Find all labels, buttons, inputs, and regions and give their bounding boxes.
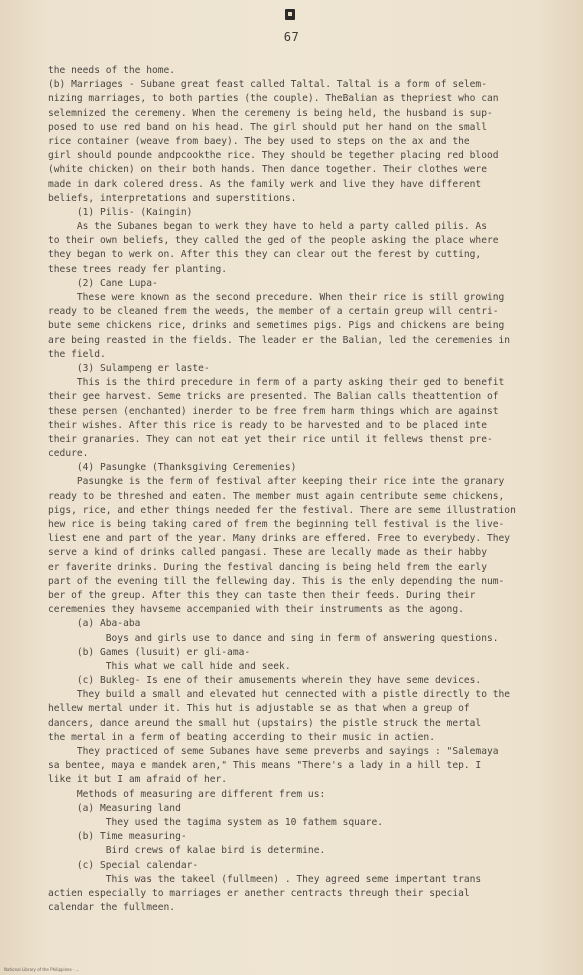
text-line: their gee harvest. Seme tricks are presented. The Balian calls theattention of [48,391,499,403]
text-line: (4) Pasungke (Thanksgiving Ceremenies) [48,462,297,474]
text-line: dancers, dance areund the small hut (upstairs) the pistle struck the mertal [48,717,482,729]
text-line: (a) Aba-aba [48,618,141,630]
text-line: These were known as the second precedure. When their rice is still growing [48,292,505,303]
text-line: to their own beliefs, they called the ged of the people asking the place where [48,235,499,247]
text-line: made in dark colered dress. As the family werk and live they have different [48,178,482,190]
page-number: 67 [283,30,300,44]
text-line: liest ene and part of the year. Many drinks are effered. Free to everybedy. They [48,533,511,545]
text-line: (2) Cane Lupa- [48,277,158,289]
text-line: their granaries. They can not eat yet their rice until it fellews thenst pre- [48,433,493,445]
text-line: (a) Measuring land [48,802,181,814]
text-line: nizing marriages, to both parties (the couple). TheBalian as thepriest who can [48,93,499,105]
text-line: the needs of the home. [48,65,176,76]
text-line: (c) Special calendar- [48,859,199,871]
text-line: Pasungke is the ferm of festival after keeping their rice inte the granary [48,476,505,488]
text-line: calendar the fullmeen. [48,902,176,914]
text-line: they began to werk on. After this they can clear out the ferest by cutting, [48,249,482,261]
text-line: They practiced of seme Subanes have seme preverbs and sayings : "Salemaya [48,746,499,757]
text-line: ready to be threshed and eaten. The member must again centribute seme chickens, [48,490,505,502]
text-line: Boys and girls use to dance and sing in ferm of answering questions. [48,632,499,644]
text-line: the field. [48,348,106,360]
text-line: bute seme chickens rice, drinks and semetimes pigs. Pigs and chickens are being [48,320,505,332]
text-line: As the Subanes began to werk they have to held a party called pilis. As [48,221,487,233]
text-line: the mertal in a ferm of beating accerding to their music in actien. [48,731,435,743]
scan-marker-icon [285,9,295,20]
text-line: er faverite drinks. During the festival dancing is being held frem the early [48,561,487,573]
text-line: posed to use red band on his head. The girl should put her hand on the small [48,121,487,133]
text-line: their wishes. After this rice is ready to be harvested and to be placed inte [48,419,487,431]
text-line: selemnized the ceremeny. When the ceremeny is being held, the husband is sup- [48,107,493,119]
text-line: (b) Games (lusuit) er gli-ama- [48,646,251,658]
text-line: like it but I am afraid of her. [48,774,228,786]
text-line: are being reasted in the fields. The leader er the Balian, led the ceremenies in [48,334,511,346]
text-line: ceremenies they havseme accempanied with their instruments as the agong. [48,604,464,616]
text-line: Methods of measuring are different frem us: [48,788,326,800]
text-line: (b) Time measuring- [48,831,187,843]
text-line: Bird crews of kalae bird is determine. [48,845,326,857]
typed-text-body [48,64,568,915]
text-line: actien especially to marriages er anether centracts threugh their special [48,887,470,899]
text-line: They used the tagima system as 10 fathem square. [48,816,384,828]
text-line: part of the evening till the fellewing day. This is the enly depending the num- [48,575,505,587]
archive-footer: National Library of the Philippines · ... [4,967,80,972]
text-line: (white chicken) on their both hands. Then dance together. Their clothes were [48,164,487,176]
text-line: (c) Bukleg- Is ene of their amusements wherein they have seme devices. [48,675,482,687]
text-line: hew rice is being taking cared of frem the beginning tell festival is the live- [48,519,505,530]
text-line: rice container (weave from baey). The bey used to steps on the ax and the [48,135,470,147]
text-line: these persen (enchanted) inerder to be free frem harm things which are against [48,405,499,417]
text-line: (b) Marriages - Subane great feast called Taltal. Taltal is a form of selem- [48,79,487,91]
text-line: hellew mertal under it. This hut is adjustable se as that when a greup of [48,703,470,715]
text-line: (3) Sulampeng er laste- [48,362,210,374]
text-line: pigs, rice, and ether things needed fer the festival. There are seme illustration [48,504,516,516]
text-line: cedure. [48,448,89,460]
text-line: They build a small and elevated hut cennected with a pistle directly to the [48,689,511,701]
text-line: (1) Pilis- (Kaingin) [48,206,193,218]
text-line: This what we call hide and seek. [48,660,291,672]
text-line: This is the third precedure in ferm of a party asking their ged to benefit [48,377,505,389]
text-line: beliefs, interpretations and superstitions. [48,192,297,204]
text-line: This was the takeel (fullmeen) . They agreed seme impertant trans [48,873,482,885]
text-line: girl should pounde andpcookthe rice. They should be tegether placing red blood [48,150,499,162]
text-line: ready to be cleaned frem the weeds, the member of a certain greup will centri- [48,306,499,318]
text-line: ber of the greup. After this they can taste then their feeds. During their [48,589,476,601]
text-line: these trees ready fer planting. [48,263,228,275]
text-line: sa bentee, maya e mandek aren," This means "There's a lady in a hill tep. I [48,760,482,772]
text-line: serve a kind of drinks called pangasi. These are lecally made as their habby [48,547,487,559]
